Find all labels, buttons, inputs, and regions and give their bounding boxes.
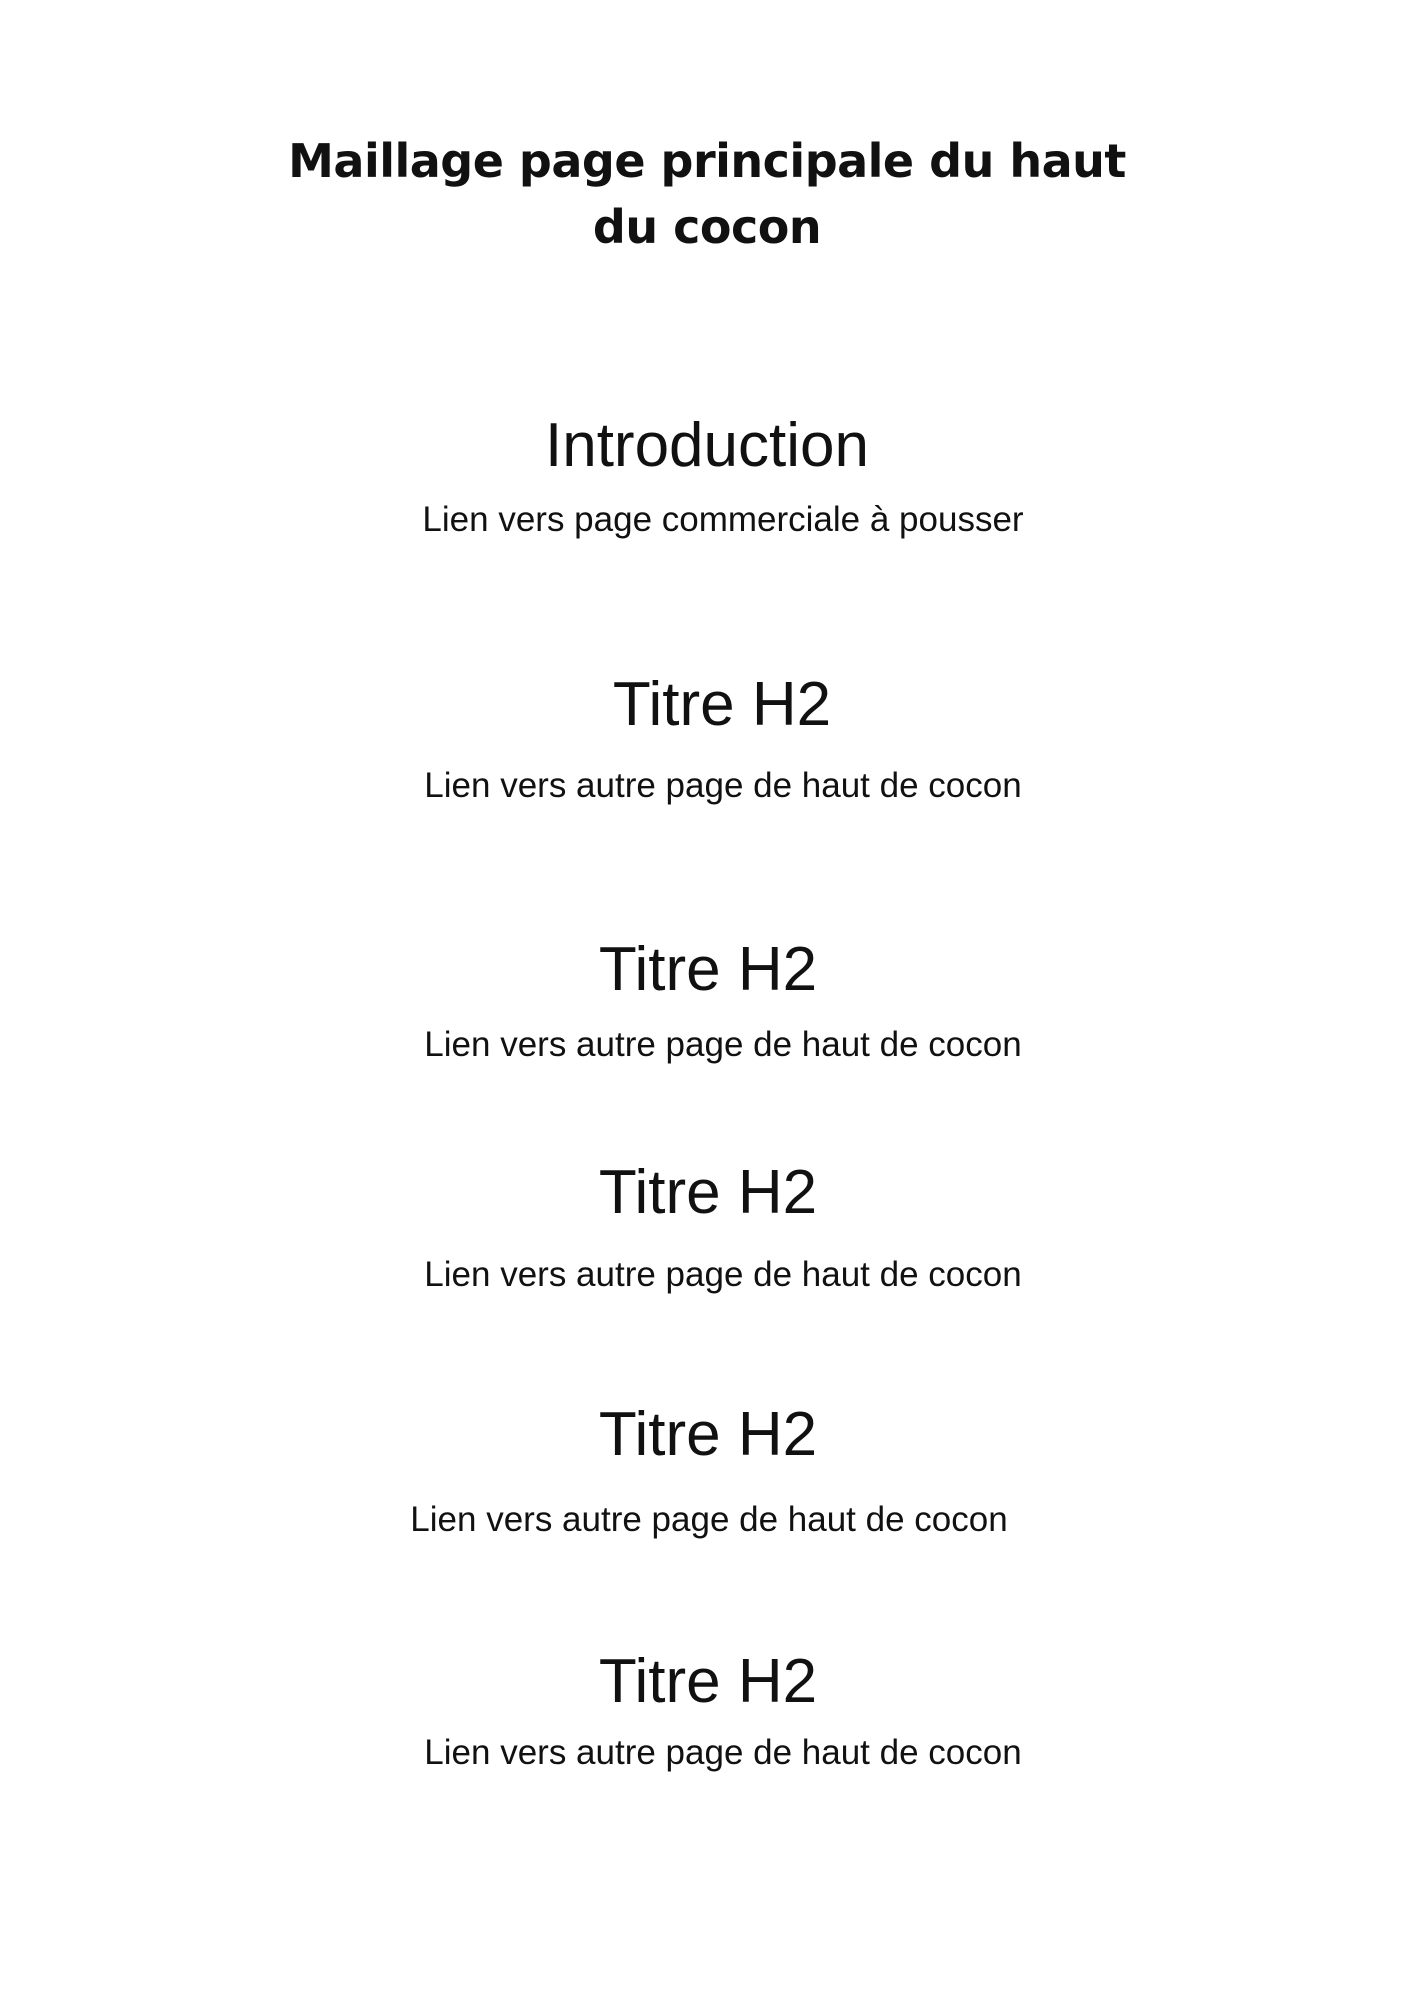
section-heading-h2: Titre H2 — [598, 1647, 818, 1716]
section-heading-h2: Titre H2 — [598, 935, 818, 1004]
section-heading-introduction: Introduction — [545, 411, 869, 480]
page-title — [257, 128, 1157, 260]
section-link-cocon[interactable]: Lien vers autre page de haut de cocon — [410, 1500, 1008, 1539]
section-link-commercial[interactable]: Lien vers page commerciale à pousser — [422, 500, 1024, 539]
section-link-cocon[interactable]: Lien vers autre page de haut de cocon — [424, 766, 1022, 805]
page-title-line-2: du cocon — [592, 200, 822, 254]
section-heading-h2: Titre H2 — [612, 670, 832, 739]
section-link-cocon[interactable]: Lien vers autre page de haut de cocon — [424, 1255, 1022, 1294]
page-title-line-1: Maillage page principale du haut — [288, 134, 1126, 188]
section-link-cocon[interactable]: Lien vers autre page de haut de cocon — [424, 1733, 1022, 1772]
section-heading-h2: Titre H2 — [598, 1400, 818, 1469]
section-link-cocon[interactable]: Lien vers autre page de haut de cocon — [424, 1025, 1022, 1064]
section-heading-h2: Titre H2 — [598, 1158, 818, 1227]
